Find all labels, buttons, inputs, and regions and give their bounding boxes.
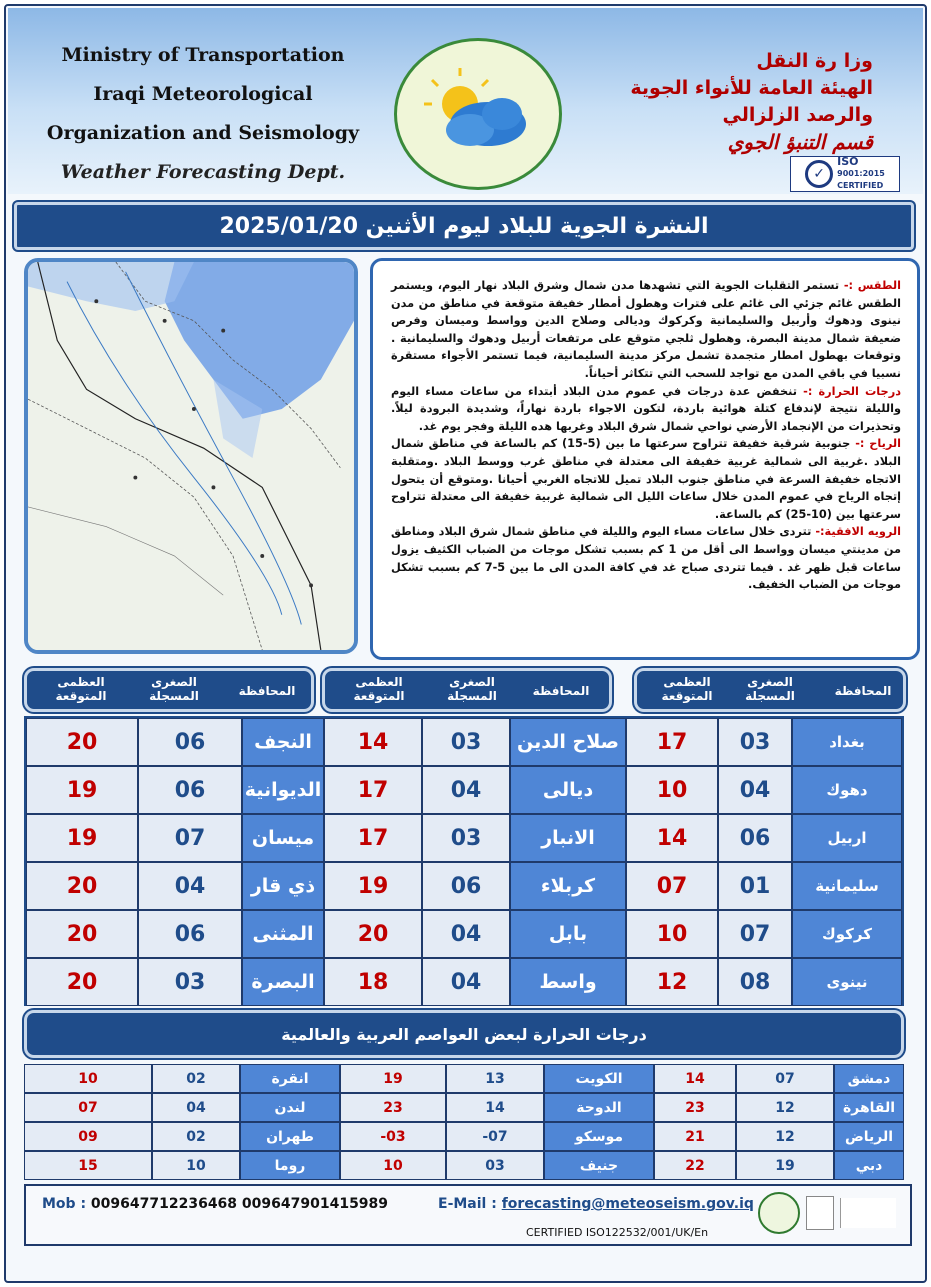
max-temp-cell: 20	[26, 958, 138, 1006]
mobile-contact	[42, 1196, 388, 1212]
forecast-report	[370, 258, 920, 660]
capital-name-cell: القاهرة	[834, 1093, 904, 1122]
capital-name-cell: الدوحة	[544, 1093, 654, 1122]
capital-min-cell: 02	[152, 1122, 240, 1151]
min-temp-cell: 04	[138, 862, 242, 910]
organization-logo	[394, 38, 562, 190]
province-name-cell: سليمانية	[792, 862, 902, 910]
max-temp-cell: 19	[26, 814, 138, 862]
capital-max-cell: 19	[340, 1064, 446, 1093]
visibility-paragraph	[391, 523, 901, 593]
temperature-text: تنخفض عدة درجات في عموم مدن البلاد أبتداء من ساعات مساء اليوم والليلة نتيجة لإندفاع كتلة هوائية باردة، لتكون الاجواء باردة نهاراً، وشديدة البرودة ليلاً. وتحذيرات من الإنجماد الأرضي نواحي شمال شرق البلاد وغربها هده الليلة وفجر يوم غد.	[391, 384, 901, 433]
province-name-cell: نينوى	[792, 958, 902, 1006]
capital-min-cell: 12	[736, 1093, 834, 1122]
capital-name-cell: الكويت	[544, 1064, 654, 1093]
province-name-cell: ديالى	[510, 766, 626, 814]
min-temp-cell: 06	[138, 766, 242, 814]
max-temp-cell: 14	[324, 718, 422, 766]
visibility-text: تتردى خلال ساعات مساء اليوم والليلة في مناطق شمال شرق البلاد ومناطق من مدينتي ميسان وواسط الى أقل من 1 كم بسبب تشكل موجات من الضباب الكثيف يزول ساعات قبل ظهر غد . فيما تتردى صباح غد في كافة المدن الى ما بين 5-7 كم بسبب تشكل موجات من الضباب الخفيف.	[391, 525, 901, 592]
province-name-cell: الديوانية	[242, 766, 324, 814]
max-temp-cell: 10	[626, 766, 718, 814]
capital-name-cell: دمشق	[834, 1064, 904, 1093]
ministry-name-ar: وزا رة النقل	[756, 50, 873, 72]
temperature-paragraph	[391, 383, 901, 436]
capital-min-cell: 02	[152, 1064, 240, 1093]
province-header-middle	[322, 668, 612, 712]
capital-max-cell: 14	[654, 1064, 736, 1093]
weather-label: الطقس :-	[843, 279, 902, 292]
capital-max-cell: 21	[654, 1122, 736, 1151]
email-link[interactable]: forecasting@meteoseism.gov.iq	[501, 1196, 754, 1212]
certificate-icon	[806, 1196, 834, 1230]
mobile-numbers: 009647712236468 009647901415989	[90, 1196, 389, 1212]
capital-name-cell: الرياض	[834, 1122, 904, 1151]
max-temp-cell: 10	[626, 910, 718, 958]
capital-name-cell: دبي	[834, 1151, 904, 1180]
province-name-cell: بغداد	[792, 718, 902, 766]
max-temp-cell: 20	[26, 910, 138, 958]
capital-name-cell: لندن	[240, 1093, 340, 1122]
province-header-right	[634, 668, 906, 712]
capital-max-cell: 09	[24, 1122, 152, 1151]
iso-label: ISO	[837, 155, 859, 168]
certification-text: CERTIFIED ISO122532/001/UK/En	[526, 1226, 709, 1239]
province-name-cell: النجف	[242, 718, 324, 766]
min-temp-cell: 08	[718, 958, 792, 1006]
capital-min-cell: 14	[446, 1093, 544, 1122]
iso-certified: CERTIFIED	[837, 181, 884, 190]
province-name-cell: البصرة	[242, 958, 324, 1006]
capital-max-cell: 10	[340, 1151, 446, 1180]
cloud-sun-icon	[418, 64, 538, 164]
province-name-cell: كركوك	[792, 910, 902, 958]
max-temp-cell: 20	[26, 862, 138, 910]
capital-min-cell: 03	[446, 1151, 544, 1180]
min-temp-cell: 07	[718, 910, 792, 958]
max-temp-cell: 17	[626, 718, 718, 766]
province-name-cell: دهوك	[792, 766, 902, 814]
weather-paragraph	[391, 277, 901, 383]
province-name-cell: صلاح الدين	[510, 718, 626, 766]
capital-max-cell: -03	[340, 1122, 446, 1151]
min-temp-cell: 06	[138, 910, 242, 958]
capital-name-cell: انقرة	[240, 1064, 340, 1093]
header-english	[28, 36, 378, 192]
province-column-label: المحافظة	[532, 684, 590, 698]
wind-label: الرياح :-	[855, 437, 902, 451]
min-temp-cell: 04	[422, 958, 510, 1006]
iso-standard: 9001:2015	[837, 169, 885, 178]
max-column-label: العظمى المتوقعة	[55, 675, 107, 703]
province-name-cell: بابل	[510, 910, 626, 958]
max-temp-cell: 17	[324, 766, 422, 814]
province-column-label: المحافظة	[834, 684, 892, 698]
min-temp-cell: 07	[138, 814, 242, 862]
capitals-title: درجات الحرارة لبعض العواصم العربية والعالمية	[281, 1024, 647, 1044]
capital-min-cell: 04	[152, 1093, 240, 1122]
bulletin-title: النشرة الجوية للبلاد ليوم الأثنين 2025/01/20	[219, 213, 709, 239]
min-temp-cell: 06	[422, 862, 510, 910]
province-name-cell: الانبار	[510, 814, 626, 862]
capital-max-cell: 07	[24, 1093, 152, 1122]
max-column-label: العظمى المتوقعة	[353, 675, 405, 703]
max-temp-cell: 18	[324, 958, 422, 1006]
email-contact	[438, 1196, 754, 1212]
capital-min-cell: -07	[446, 1122, 544, 1151]
bulletin-title-bar	[14, 202, 914, 250]
capital-max-cell: 10	[24, 1064, 152, 1093]
province-header-left	[24, 668, 314, 712]
min-column-label: الصغرى المسجلة	[447, 675, 497, 703]
min-column-label: الصغرى المسجلة	[149, 675, 199, 703]
max-temp-cell: 19	[26, 766, 138, 814]
wind-paragraph	[391, 435, 901, 523]
max-temp-cell: 14	[626, 814, 718, 862]
province-name-cell: اربيل	[792, 814, 902, 862]
min-temp-cell: 06	[138, 718, 242, 766]
province-name-cell: ذي قار	[242, 862, 324, 910]
max-temp-cell: 12	[626, 958, 718, 1006]
organization-seal-icon	[758, 1192, 800, 1234]
min-temp-cell: 03	[422, 718, 510, 766]
min-temp-cell: 04	[422, 766, 510, 814]
accreditation-logo-icon	[840, 1198, 896, 1228]
ministry-name-en: Ministry of Transportation	[61, 44, 345, 66]
organization-name-en-2: Organization and Seismology	[46, 122, 360, 144]
organization-name-ar-1: الهيئة العامة للأنواء الجوية	[630, 77, 873, 99]
iso-badge	[790, 156, 900, 192]
min-temp-cell: 03	[422, 814, 510, 862]
capital-min-cell: 10	[152, 1151, 240, 1180]
capital-name-cell: موسكو	[544, 1122, 654, 1151]
min-temp-cell: 03	[138, 958, 242, 1006]
province-column-label: المحافظة	[238, 684, 296, 698]
iso-check-icon: ✓	[805, 160, 833, 188]
capital-max-cell: 22	[654, 1151, 736, 1180]
max-temp-cell: 17	[324, 814, 422, 862]
email-label: E-Mail :	[438, 1196, 497, 1212]
capital-name-cell: طهران	[240, 1122, 340, 1151]
mobile-label: Mob :	[42, 1196, 87, 1212]
max-temp-cell: 07	[626, 862, 718, 910]
department-name-en: Weather Forecasting Dept.	[60, 161, 346, 183]
iso-text	[837, 156, 885, 192]
max-temp-cell: 20	[324, 910, 422, 958]
min-temp-cell: 04	[422, 910, 510, 958]
min-temp-cell: 06	[718, 814, 792, 862]
min-temp-cell: 04	[718, 766, 792, 814]
visibility-label: الرويه الافقية:-	[815, 525, 902, 539]
footer-badges	[758, 1192, 896, 1234]
min-temp-cell: 01	[718, 862, 792, 910]
province-name-cell: المثنى	[242, 910, 324, 958]
capitals-title-bar	[24, 1010, 904, 1058]
capital-min-cell: 12	[736, 1122, 834, 1151]
iraq-map	[28, 262, 354, 650]
capital-min-cell: 19	[736, 1151, 834, 1180]
footer	[24, 1184, 912, 1246]
capital-max-cell: 23	[654, 1093, 736, 1122]
capital-max-cell: 15	[24, 1151, 152, 1180]
capital-name-cell: جنيف	[544, 1151, 654, 1180]
weather-text: تستمر التقلبات الجوية التي تشهدها مدن شمال وشرق البلاد نهار اليوم، ويستمر الطقس غائم جزئي الى غائم على فترات وهطول أمطار خفيفة متوقعة في مناطق من مدن نينوى ودهوك وأربيل والسليمانية وكركوك وديالى وصلاح الدين وواسط وميسان وفرص ضعيفة شمال مدينة البصرة. وهطول ثلجي متوقع على مرتفعات أربيل ودهوك والسليمانية . وتوقعات بهطول امطار متجمدة تشمل مركز مدينة السليمانية، فيما تستمر الأجواء مستقرة نسبيا في باقي المدن مع تواجد للسحب التي تتكاثر أحياناً.	[391, 279, 901, 380]
capital-min-cell: 13	[446, 1064, 544, 1093]
organization-name-en-1: Iraqi Meteorological	[93, 83, 313, 105]
province-grid	[24, 716, 904, 1006]
capital-min-cell: 07	[736, 1064, 834, 1093]
province-name-cell: واسط	[510, 958, 626, 1006]
province-name-cell: كربلاء	[510, 862, 626, 910]
capital-max-cell: 23	[340, 1093, 446, 1122]
min-column-label: الصغرى المسجلة	[745, 675, 795, 703]
max-temp-cell: 20	[26, 718, 138, 766]
capitals-grid	[24, 1064, 904, 1179]
organization-name-ar-2: والرصد الزلزالي	[722, 104, 873, 126]
header	[8, 8, 923, 194]
weather-map	[24, 258, 358, 654]
min-temp-cell: 03	[718, 718, 792, 766]
province-name-cell: ميسان	[242, 814, 324, 862]
department-name-ar: قسم التنبؤ الجوي	[727, 130, 873, 154]
max-column-label: العظمى المتوقعة	[661, 675, 713, 703]
max-temp-cell: 19	[324, 862, 422, 910]
wind-text: جنوبية شرقية خفيفة تتراوح سرعتها ما بين (5-15) كم بالساعة في مناطق شمال البلاد .غربية الى شمالية غربية خفيفة الى معتدلة في مناطق غرب ووسط البلاد .ومتقلبة الاتجاه خفيفة السرعة في مناطق جنوب البلاد تميل للاتجاه الغربي أحيانا .ومتوقع أن يتحول إتجاه الرياح في عموم المدن خلال ساعات الليل الى شمالية غربية خفيفة الى معتدلة تتراوح سرعتها بين (10-25) كم بالساعة.	[391, 437, 901, 521]
capital-name-cell: روما	[240, 1151, 340, 1180]
header-arabic	[573, 48, 873, 156]
temperature-label: درجات الحرارة :-	[803, 384, 901, 398]
